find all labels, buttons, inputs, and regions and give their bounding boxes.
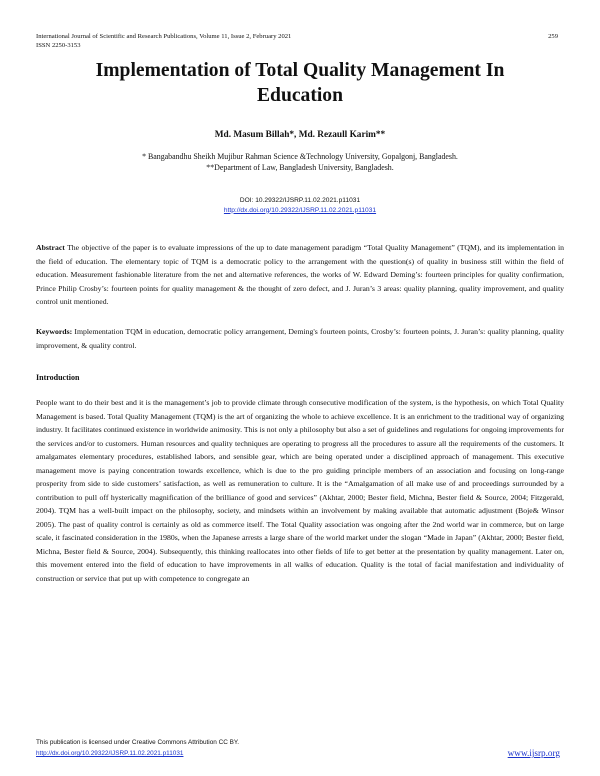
affiliations xyxy=(40,152,560,173)
affiliation-2: **Department of Law, Bangladesh University, Bangladesh. xyxy=(206,162,394,172)
abstract xyxy=(36,241,564,309)
page-number: 259 xyxy=(548,33,558,40)
keywords-label: Keywords: xyxy=(36,327,73,336)
title-line-1: Implementation of Total Quality Management In xyxy=(95,60,505,81)
footer-license xyxy=(36,737,239,759)
website-link[interactable]: www.ijsrp.org xyxy=(507,748,560,758)
footer-doi-link[interactable]: http://dx.doi.org/10.29322/IJSRP.11.02.2021.p11031 xyxy=(36,750,184,757)
keywords-text: Implementation TQM in education, democratic policy arrangement, Deming's fourteen points, Crosby’s: fourteen points, J. Juran’s: quality planning, quality improvement, & quality control. xyxy=(36,327,564,350)
doi-text: DOI: 10.29322/IJSRP.11.02.2021.p11031 xyxy=(239,197,361,204)
authors: Md. Masum Billah*, Md. Rezaull Karim** xyxy=(214,130,386,140)
affiliation-1: * Bangabandhu Sheikh Mujibur Rahman Science &Technology University, Gopalgonj, Bangladesh. xyxy=(142,152,458,161)
doi-block xyxy=(40,196,560,215)
abstract-text: The objective of the paper is to evaluate impressions of the up to date management paradigm “Total Quality Management” (TQM), and its implementation in the field of education. The elementary topic of TQM is a democratic policy to the arrangement with the question(s) of quality in business still within the field of education. Measurement fashionable literature from the net and alternative references, the works of W. Edward Deming’s: fourteen principles for quality confirmation, Prince Philip Crosby’s: fourteen points for quality management & the thought of zero defect, and J. Juran’s 3 areas: quality planning, quality improvement, and quality control unit mentioned. xyxy=(36,243,564,306)
paper-title xyxy=(40,59,560,108)
running-header xyxy=(36,33,291,50)
abstract-label: Abstract xyxy=(36,243,65,252)
section-heading-introduction: Introduction xyxy=(36,373,80,382)
issn: ISSN 2250-3153 xyxy=(36,41,81,49)
journal-name: International Journal of Scientific and Research Publications, Volume 11, Issue 2, February 2021 xyxy=(36,33,292,40)
introduction-text: People want to do their best and it is the management’s job to provide climate through consecutive modification of the system, is the hypothesis, on which Total Quality Management is based. Total Quality Management (TQM) is the art of organizing the whole to achieve excellence. It is an enrichment to the traditional way of organizing industry. It facilitates continued existence in worldwide animosity. This is not only a philosophy but also a set of guidelines and regulations for ongoing improvements for the services and/or to customers. Human resources and quality techniques are operating to progress all the procedures to assure all the requirements of the customers. It amalgamates elementary procedures, established labors, and sensible gear, which are being operated under a disciplined approach of management. This executive management move is paying concentration towards excellence, which is due to the pro guiding principle members of an association and focusing on long-range prosperity from side to side customers’ satisfaction, as well as remuneration to culture. It is the “Amalgamation of all make use of and proceedings surrounded by a contribution to pull off hysterically magnification of the brilliance of good and services” (Akhtar, 2000; Bester field, Michna, Bester field & Source, 2004; Fitzgerald, 2004). TQM has a well-built impact on the philosophy, society, and mindsets within an involvement by making available that automatic adjustment (Boje& Winsor 2005). The past of quality control is certainly as old as commerce itself. The Total Quality association was ongoing after the 2nd world war in commerce, but on large scale, it fascinated consideration in the 1980s, when the Japanese arrests a large share of the world market under the slogan “Made in Japan” (Akhtar, 2000; Bester field, Michna, Bester field & Source, 2004). Subsequently, this thinking reallocates into other fields of life to get better at the presentation by quality management. Later on, this movement entered into the field of education to have improvements in all walks of education. Quality is the total of facial manifestation and individuality of construction or service that put up with competence to congregate an xyxy=(36,398,564,583)
license-text: This publication is licensed under Creative Commons Attribution CC BY. xyxy=(36,739,240,746)
title-line-2: Education xyxy=(256,84,344,106)
doi-link[interactable]: http://dx.doi.org/10.29322/IJSRP.11.02.2021.p11031 xyxy=(223,206,377,214)
keywords xyxy=(36,325,564,352)
